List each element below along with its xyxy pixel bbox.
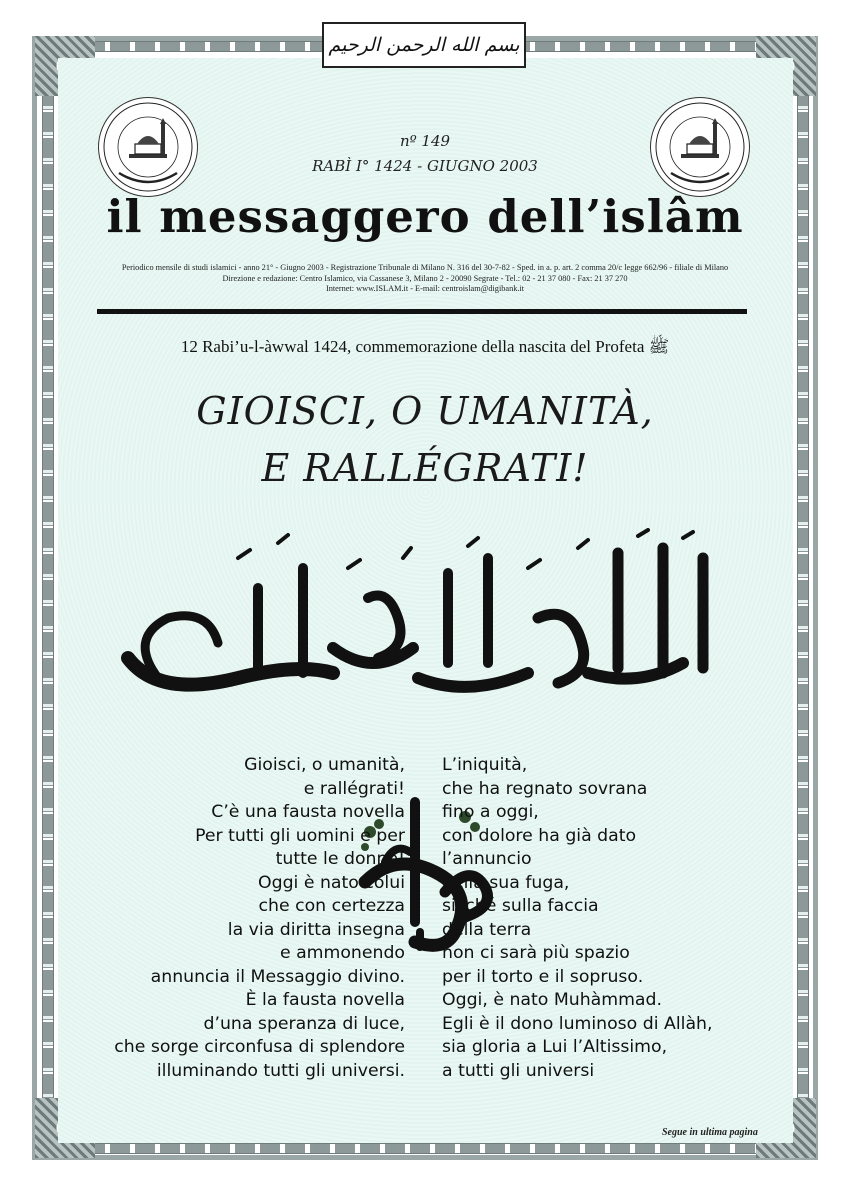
poem-line: che sorge circonfusa di splendore bbox=[114, 1037, 405, 1057]
headline bbox=[90, 383, 760, 497]
imprint-line: Internet: www.ISLAM.it - E-mail: centroislam@digibank.it bbox=[325, 284, 525, 293]
poem-line: a tutti gli universi bbox=[442, 1060, 595, 1081]
continued-note: Segue in ultima pagina bbox=[662, 1127, 758, 1138]
poem-line: che ha regnato sovrana bbox=[442, 778, 648, 799]
calligraphy-mawlid bbox=[118, 528, 730, 708]
mosque-logo-icon bbox=[98, 97, 198, 197]
poem-line: e ammonendo bbox=[279, 943, 405, 963]
poem-line: non ci sarà più spazio bbox=[442, 943, 630, 963]
poem-line: Egli è il dono luminoso di Allàh, bbox=[442, 1013, 713, 1034]
headline-line: GIOISCI, O UMANITÀ, bbox=[196, 389, 654, 433]
poem-line: per il torto e il sopruso. bbox=[442, 966, 644, 987]
mosque-logo-icon bbox=[650, 97, 750, 197]
poem-line: sia gloria a Lui l’Altissimo, bbox=[442, 1037, 668, 1057]
poem-line: annuncia il Messaggio divino. bbox=[150, 966, 405, 987]
poem-line: Gioisci, o umanità, bbox=[244, 755, 405, 775]
poem-line: della sua fuga, bbox=[442, 872, 570, 893]
poem-line: l’annuncio bbox=[442, 849, 532, 869]
imprint-line: Periodico mensile di studi islamici - anno 21° - Giugno 2003 - Registrazione Tribunale di Milano N. 316 del 30-7-82 - Sped. in a. p. art. 2 comma 20/c legge 662/96 - filiale di Milano bbox=[121, 263, 729, 272]
poem-line: C’è una fausta novella bbox=[211, 802, 405, 822]
poem-line: Oggi, è nato Muhàmmad. bbox=[442, 990, 662, 1010]
poem-line: Per tutti gli uomini e per bbox=[195, 825, 405, 846]
poem-line: Oggi è nato colui bbox=[258, 872, 405, 893]
poem-line: della terra bbox=[442, 919, 532, 940]
poem-line: con dolore ha già dato bbox=[442, 825, 637, 846]
poem-left-column bbox=[50, 754, 405, 1083]
issue-number: nº 149 bbox=[399, 132, 451, 150]
poem-line: d’una speranza di luce, bbox=[203, 1013, 405, 1034]
masthead-title: il messaggero dell’islâm bbox=[106, 190, 744, 243]
poem-line: e rallégrati! bbox=[303, 778, 405, 799]
masthead-rule bbox=[97, 309, 747, 314]
issue-date: RABÌ I° 1424 - GIUGNO 2003 bbox=[312, 157, 538, 175]
frame-border-bottom bbox=[60, 1143, 790, 1154]
poem-line: L’iniquità, bbox=[442, 755, 528, 775]
poem-line: illuminando tutti gli universi. bbox=[156, 1060, 405, 1081]
poem-line: sicché sulla faccia bbox=[442, 896, 599, 916]
frame-border-right bbox=[797, 60, 809, 1140]
bismillah-box: بسم الله الرحمن الرحيم bbox=[322, 22, 526, 68]
poem-line: che con certezza bbox=[258, 896, 405, 916]
headline-line: E RALLÉGRATI! bbox=[261, 446, 589, 490]
poem-line: fino a oggi, bbox=[442, 802, 539, 822]
poem-right-column bbox=[442, 754, 782, 1083]
poem-line: È la fausta novella bbox=[245, 990, 405, 1010]
poem-line: la via diritta insegna bbox=[227, 919, 405, 940]
poem-line: tutte le donne! bbox=[275, 849, 405, 869]
imprint bbox=[85, 263, 765, 295]
commemoration-line: 12 Rabi’u-l-àwwal 1424, commemorazione della nascita del Profeta ﷺ bbox=[180, 337, 670, 356]
imprint-line: Direzione e redazione: Centro Islamico, via Cassanese 3, Milano 2 - 20090 Segrate - Tel.: 02 - 21 37 080 - Fax: 21 37 270 bbox=[222, 273, 628, 283]
